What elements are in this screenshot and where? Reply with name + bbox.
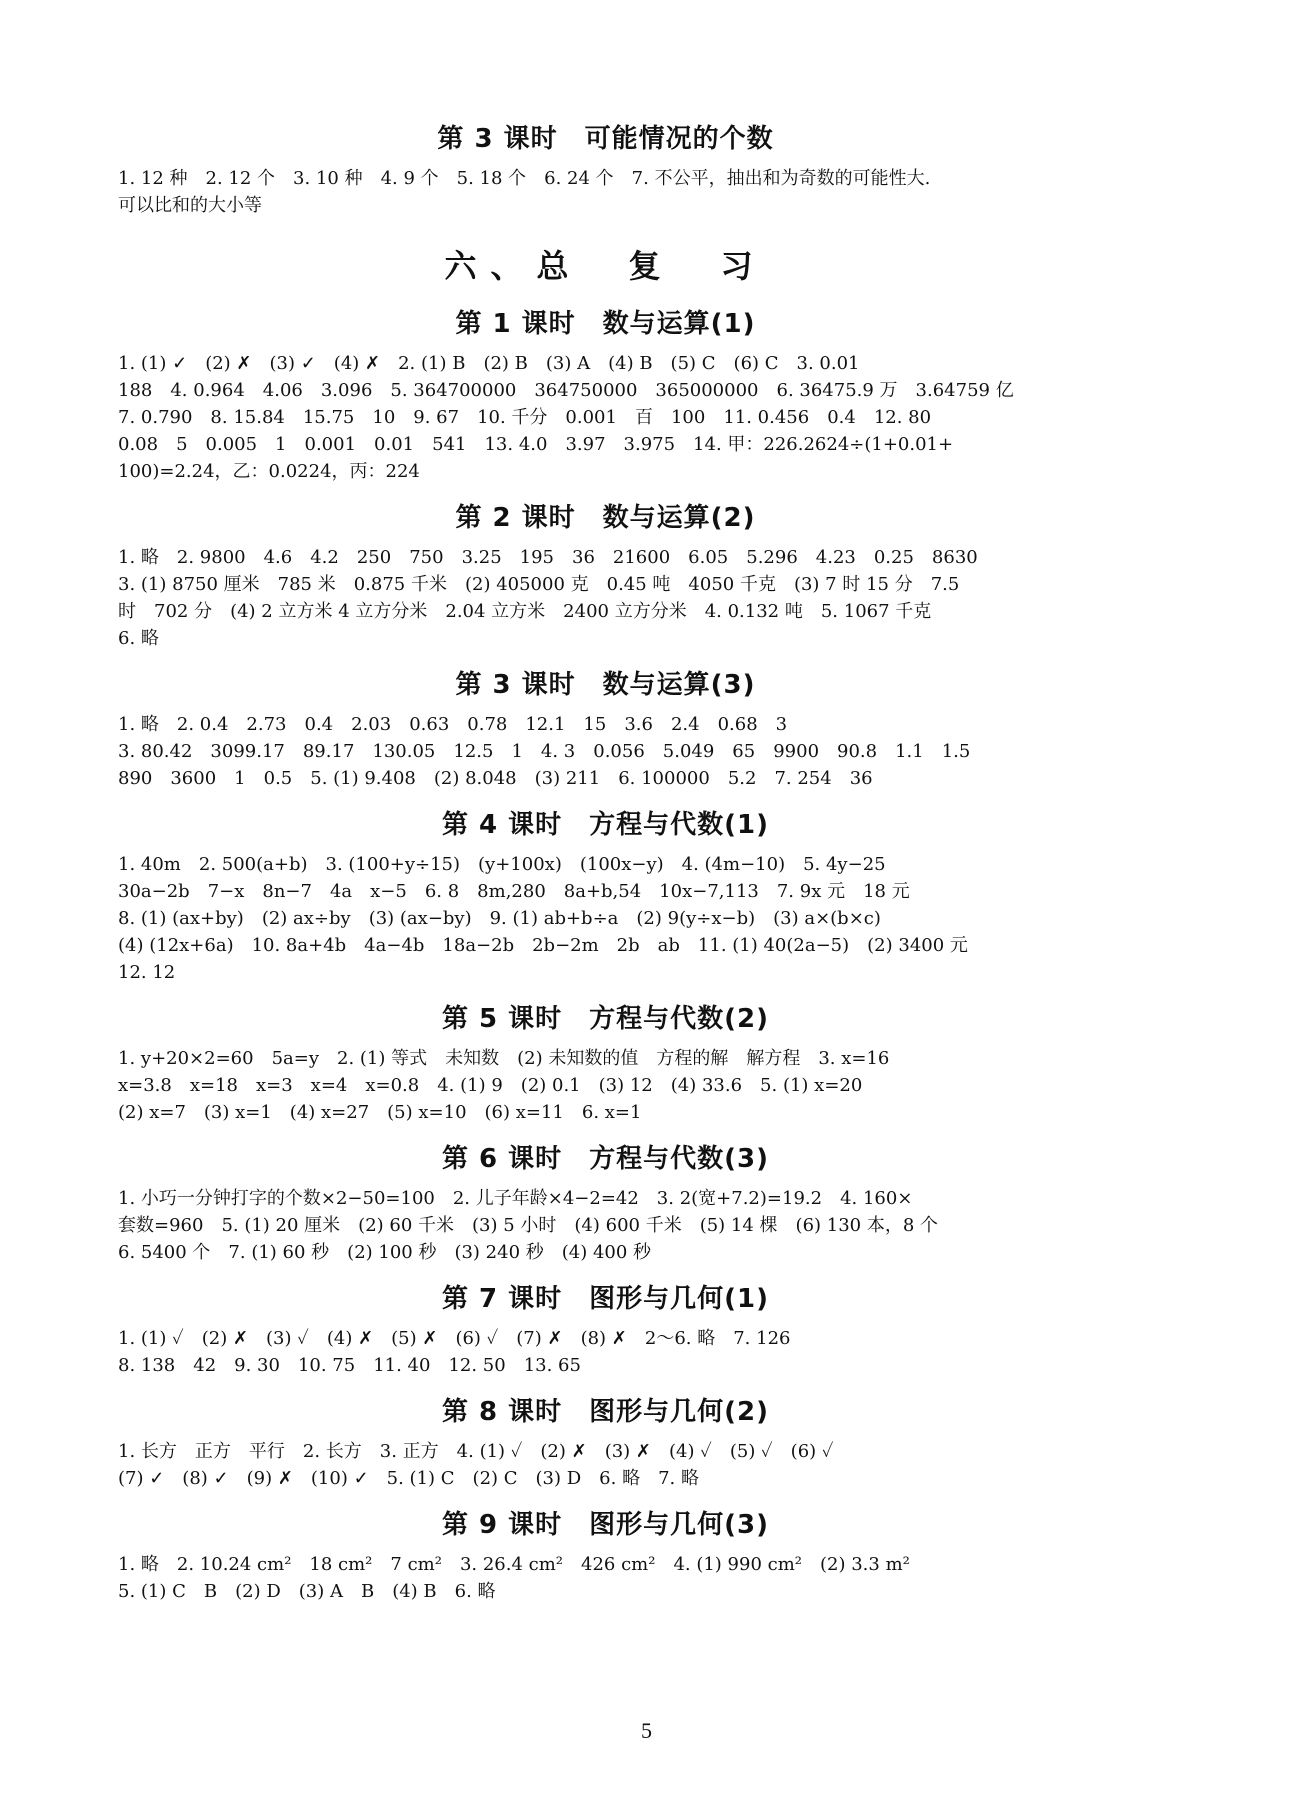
- section-lesson-3: [118, 664, 1093, 792]
- section-lesson-9: [118, 1504, 1093, 1605]
- lesson-title: 第 5 课时 方程与代数(2): [441, 1004, 770, 1034]
- answer-line: 1. (1) ✓ (2) ✗ (3) ✓ (4) ✗ (5) ✗ (6) ✓ (7) ✗ (8) ✗ 2～6. 略 7. 126: [118, 1328, 791, 1349]
- answer-line: 30a−2b 7−x 8n−7 4a x−5 6. 8 8m,280 8a+b,54 10x−7,113 7. 9x 元 18 元: [118, 881, 910, 902]
- section-lesson-7: [118, 1278, 1093, 1379]
- section-lesson-4: [118, 804, 1093, 986]
- answer-line: 12. 12: [118, 962, 176, 983]
- answer-line: 套数=960 5. (1) 20 厘米 (2) 60 千米 (3) 5 小时 (4) 600 千米 (5) 14 棵 (6) 130 本，8 个: [118, 1215, 939, 1236]
- answer-line: 5. (1) C B (2) D (3) A B (4) B 6. 略: [118, 1581, 496, 1602]
- answer-line: 890 3600 1 0.5 5. (1) 9.408 (2) 8.048 (3) 211 6. 100000 5.2 7. 254 36: [118, 768, 873, 789]
- answer-line: 100)=2.24，乙：0.0224，丙：224: [118, 461, 420, 482]
- answer-line: 8. (1) (ax+by) (2) ax÷by (3) (ax−by) 9. (1) ab+b÷a (2) 9(y÷x−b) (3) a×(b×c): [118, 908, 881, 929]
- answer-line: x=3.8 x=18 x=3 x=4 x=0.8 4. (1) 9 (2) 0.1 (3) 12 (4) 33.6 5. (1) x=20: [118, 1075, 863, 1096]
- section-possible-cases: [118, 118, 1093, 219]
- lesson-title: 第 1 课时 数与运算(1): [455, 309, 756, 339]
- answer-line: 3. (1) 8750 厘米 785 米 0.875 千米 (2) 405000 克 0.45 吨 4050 千克 (3) 7 时 15 分 7.5: [118, 574, 960, 595]
- answer-line: 188 4. 0.964 4.06 3.096 5. 364700000 364750000 365000000 6. 36475.9 万 3.64759 亿: [118, 380, 1014, 401]
- answer-line: 时 702 分 (4) 2 立方米 4 立方分米 2.04 立方米 2400 立方分米 4. 0.132 吨 5. 1067 千克: [118, 601, 932, 622]
- answer-line: (7) ✓ (8) ✓ (9) ✗ (10) ✓ 5. (1) C (2) C (3) D 6. 略 7. 略: [118, 1468, 699, 1489]
- answer-line: 7. 0.790 8. 15.84 15.75 10 9. 67 10. 千分 0.001 百 100 11. 0.456 0.4 12. 80: [118, 407, 932, 428]
- lesson-title: 第 6 课时 方程与代数(3): [441, 1144, 770, 1174]
- answer-line: 1. (1) ✓ (2) ✗ (3) ✓ (4) ✗ 2. (1) B (2) B (3) A (4) B (5) C (6) C 3. 0.01: [118, 353, 860, 374]
- section-lesson-1: [118, 303, 1093, 485]
- answer-line: 6. 略: [118, 628, 159, 649]
- page-number: 5: [641, 1718, 652, 1743]
- answer-line: 3. 80.42 3099.17 89.17 130.05 12.5 1 4. 3 0.056 5.049 65 9900 90.8 1.1 1.5: [118, 741, 971, 762]
- answer-line: 1. 略 2. 9800 4.6 4.2 250 750 3.25 195 36 21600 6.05 5.296 4.23 0.25 8630: [118, 547, 978, 568]
- answer-line: 可以比和的大小等: [118, 195, 262, 216]
- lesson-title: 第 2 课时 数与运算(2): [455, 503, 756, 533]
- lesson-title: 第 9 课时 图形与几何(3): [441, 1510, 770, 1540]
- lesson-title: 第 7 课时 图形与几何(1): [441, 1284, 770, 1314]
- section-lesson-6: [118, 1138, 1093, 1266]
- answer-line: 6. 5400 个 7. (1) 60 秒 (2) 100 秒 (3) 240 秒 (4) 400 秒: [118, 1242, 652, 1263]
- answer-line: (4) (12x+6a) 10. 8a+4b 4a−4b 18a−2b 2b−2m 2b ab 11. (1) 40(2a−5) (2) 3400 元: [118, 935, 968, 956]
- answer-line: 0.08 5 0.005 1 0.001 0.01 541 13. 4.0 3.97 3.975 14. 甲：226.2624÷(1+0.01+: [118, 434, 954, 455]
- answer-content: [118, 118, 1093, 1617]
- answer-line: 1. 12 种 2. 12 个 3. 10 种 4. 9 个 5. 18 个 6. 24 个 7. 不公平，抽出和为奇数的可能性大.: [118, 168, 931, 189]
- answer-line: 8. 138 42 9. 30 10. 75 11. 40 12. 50 13. 65: [118, 1355, 581, 1376]
- lesson-title: 第 4 课时 方程与代数(1): [441, 810, 770, 840]
- section-lesson-5: [118, 998, 1093, 1126]
- answer-line: 1. 长方 正方 平行 2. 长方 3. 正方 4. (1) ✓ (2) ✗ (3) ✗ (4) ✓ (5) ✓ (6) ✓: [118, 1441, 834, 1462]
- answer-line: 1. y+20×2=60 5a=y 2. (1) 等式 未知数 (2) 未知数的值 方程的解 解方程 3. x=16: [118, 1048, 890, 1069]
- answer-line: (2) x=7 (3) x=1 (4) x=27 (5) x=10 (6) x=11 6. x=1: [118, 1102, 642, 1123]
- lesson-title: 第 3 课时 数与运算(3): [455, 670, 756, 700]
- answer-line: 1. 小巧一分钟打字的个数×2−50=100 2. 儿子年龄×4−2=42 3. 2(宽+7.2)=19.2 4. 160×: [118, 1188, 913, 1209]
- answer-line: 1. 略 2. 10.24 cm² 18 cm² 7 cm² 3. 26.4 cm² 426 cm² 4. (1) 990 cm² (2) 3.3 m²: [118, 1554, 910, 1575]
- section-lesson-8: [118, 1391, 1093, 1492]
- chapter-title: 六、总 复 习: [444, 247, 767, 285]
- section-lesson-2: [118, 497, 1093, 652]
- lesson-title: 第 8 课时 图形与几何(2): [441, 1397, 770, 1427]
- answer-line: 1. 40m 2. 500(a+b) 3. (100+y÷15) (y+100x) (100x−y) 4. (4m−10) 5. 4y−25: [118, 854, 886, 875]
- lesson-title: 第 3 课时 可能情况的个数: [437, 124, 774, 154]
- answer-line: 1. 略 2. 0.4 2.73 0.4 2.03 0.63 0.78 12.1 15 3.6 2.4 0.68 3: [118, 714, 788, 735]
